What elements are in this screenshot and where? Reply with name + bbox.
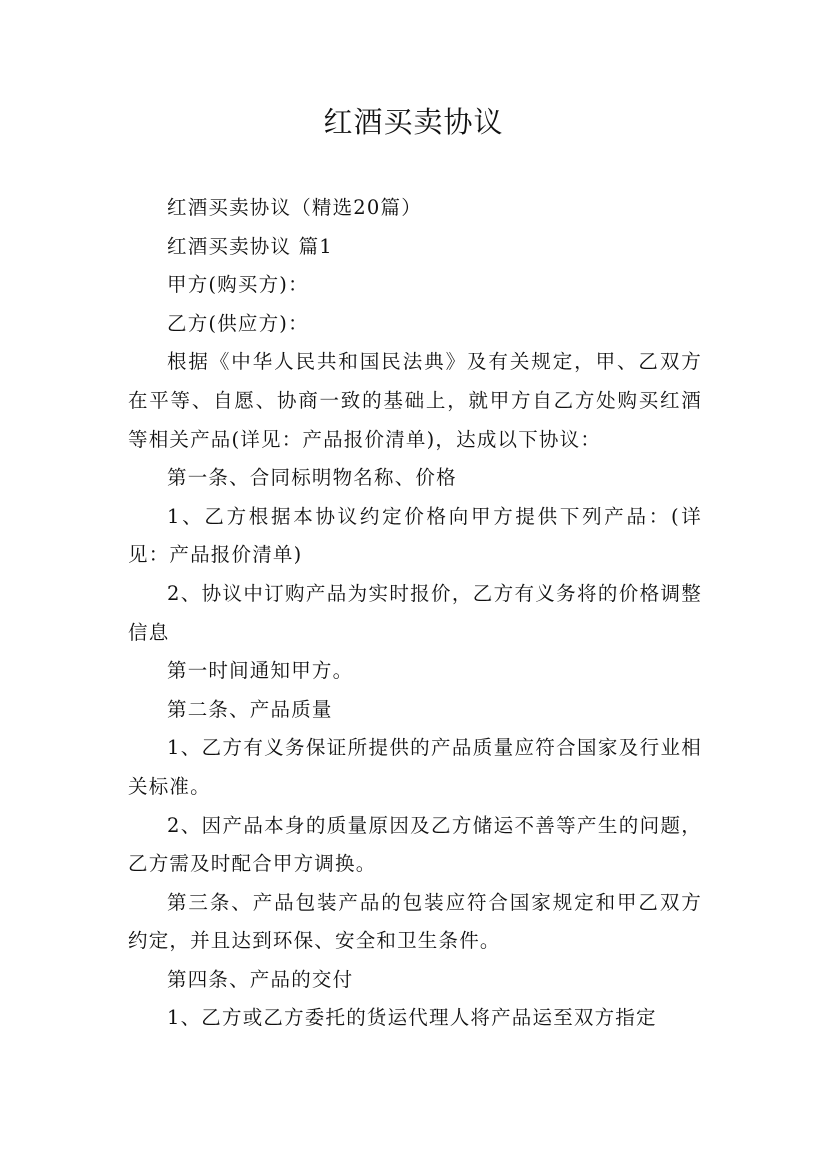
paragraph-preamble: 根据《中华人民共和国民法典》及有关规定，甲、乙双方在平等、自愿、协商一致的基础上，就甲方自乙方处购买红酒等相关产品(详见：产品报价清单)，达成以下协议： [128, 350, 702, 451]
document-body [128, 189, 702, 1038]
article-3: 第三条、产品包装产品的包装应符合国家规定和甲乙双方约定，并且达到环保、安全和卫生条件。 [128, 890, 702, 953]
document-title: 红酒买卖协议 [323, 105, 504, 139]
article-1-heading: 第一条、合同标明物名称、价格 [167, 466, 457, 490]
article-2-heading: 第二条、产品质量 [167, 697, 333, 721]
paragraph-subtitle: 红酒买卖协议（精选20篇） [167, 196, 422, 219]
article-1-clause-2-continued: 第一时间通知甲方。 [167, 659, 354, 683]
article-1-clause-2: 2、协议中订购产品为实时报价，乙方有义务将的价格调整信息 [128, 581, 702, 644]
paragraph-party-b: 乙方(供应方)： [167, 311, 309, 335]
article-4-heading: 第四条、产品的交付 [167, 967, 354, 991]
article-4-clause-1: 1、乙方或乙方委托的货运代理人将产品运至双方指定 [167, 1006, 657, 1030]
article-2-clause-1: 1、乙方有义务保证所提供的产品质量应符合国家及行业相关标准。 [128, 736, 702, 798]
paragraph-section-heading: 红酒买卖协议 篇1 [167, 234, 333, 258]
paragraph-party-a: 甲方(购买方)： [167, 273, 309, 297]
article-2-clause-2: 2、因产品本身的质量原因及乙方储运不善等产生的问题，乙方需及时配合甲方调换。 [128, 813, 702, 876]
article-1-clause-1: 1、乙方根据本协议约定价格向甲方提供下列产品：(详见：产品报价清单) [128, 504, 702, 567]
